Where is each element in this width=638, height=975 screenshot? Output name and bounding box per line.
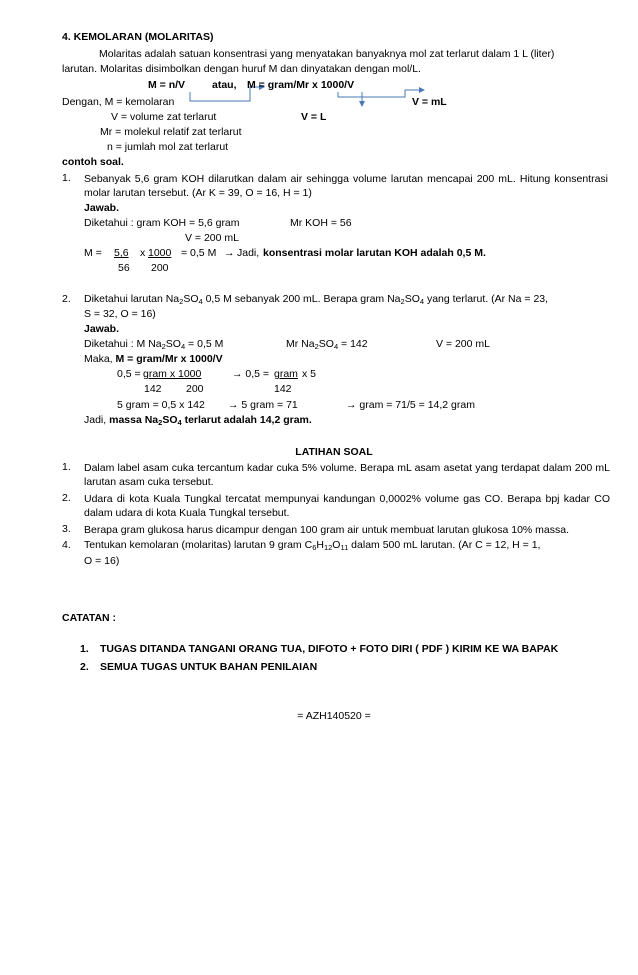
formula-main: M = n/V <box>148 79 186 91</box>
exercise-item-3 <box>62 523 610 537</box>
exercise-item-4-number: 4. <box>62 539 71 551</box>
ex2-known-sub: 2 <box>314 342 319 351</box>
section-title: 4. KEMOLARAN (MOLARITAS) <box>62 31 214 43</box>
exercise-item-4-line-2: O = 16) <box>84 555 120 567</box>
exercise-item-4-text: dalam 500 mL larutan. (Ar C = 12, H = 1, <box>348 539 541 551</box>
ex2-step1-numerator: gram x 1000 <box>143 368 202 380</box>
ex2-conclusion <box>84 414 312 427</box>
ex1-result: = 0,5 M <box>181 247 217 259</box>
intro-line-1: Molaritas adalah satuan konsentrasi yang menyatakan banyaknya mol zat terlarut dalam 1 L (liter) <box>99 48 555 60</box>
exercise-item-number: 1. <box>62 461 71 473</box>
exercise-item-2 <box>62 492 610 520</box>
exercise-item-4-text: O <box>332 539 341 551</box>
ex2-conclusion-sub: 4 <box>177 418 182 427</box>
ex2-conclusion-jadi: Jadi, <box>84 414 107 426</box>
ex2-maka <box>84 353 223 366</box>
ex2-step1-den-2: 200 <box>186 383 204 395</box>
exercise-item-4-sub: 12 <box>323 543 333 552</box>
exercise-item-4-sub: 6 <box>312 543 317 552</box>
ex2-step1-arrow: → 0,5 = <box>232 368 270 380</box>
ex2-step2-c: → gram = 71/5 = 14,2 gram <box>346 399 475 411</box>
exercise-item-4-text: Tentukan kemolaran (molaritas) larutan 9 gram C <box>84 539 313 551</box>
ex1-denominator-b: 200 <box>151 262 169 274</box>
ex2-maka-label: Maka, <box>84 353 113 365</box>
ex1-question: Sebanyak 5,6 gram KOH dilarutkan dalam air sehingga volume larutan mencapai 200 mL. Hitung konsentrasi molar larutan tersebut. (Ar K = 39, O = 16, H = 1) <box>84 173 608 199</box>
ex2-conclusion-sub: 2 <box>158 418 163 427</box>
ex2-q-text: SO <box>183 293 199 305</box>
exercise-item-number: 3. <box>62 523 71 535</box>
ex2-conclusion-text <box>109 414 312 426</box>
ex2-q-text: yang terlarut. (Ar Na = 23, <box>424 293 549 305</box>
exercise-item-number: 2. <box>62 492 71 504</box>
ex2-known-sub: 2 <box>161 342 166 351</box>
ex2-q-sub: 2 <box>400 297 405 306</box>
ex2-conclusion-part: SO <box>162 414 178 426</box>
ex2-known-text: = 142 <box>338 338 368 350</box>
ex2-number: 2. <box>62 293 71 305</box>
ex2-q-sub: 4 <box>419 297 425 306</box>
catatan-title: CATATAN : <box>62 612 117 624</box>
ex2-known-text: = 0,5 M <box>185 338 224 350</box>
ex2-step1-a: 0,5 = <box>117 368 141 380</box>
ex2-known-sub: 4 <box>333 342 339 351</box>
ex2-step1-b: x 5 <box>302 368 317 380</box>
ex2-step2-b: → 5 gram = 71 <box>228 399 298 411</box>
formula-v-def: V = volume zat terlarut <box>111 111 217 123</box>
ex2-known-text: SO <box>318 338 334 350</box>
ex2-q-text: SO <box>404 293 420 305</box>
ex1-number: 1. <box>62 172 71 184</box>
formula-alt: M = gram/Mr x 1000/V <box>247 79 355 91</box>
formula-v-l: V = L <box>301 111 327 123</box>
ex2-conclusion-part: terlarut adalah 14,2 gram. <box>181 414 312 426</box>
ex1-known-3: V = 200 mL <box>185 232 239 244</box>
ex2-step1-den-3: 142 <box>274 383 292 395</box>
ex1-jadi: Jadi, <box>237 247 260 259</box>
formula-atau: atau, <box>212 79 237 91</box>
intro-line-2: larutan. Molaritas disimbolkan dengan huruf M dan dinyatakan dengan mol/L. <box>62 63 421 75</box>
ex2-known-3: V = 200 mL <box>436 338 490 350</box>
exercise-item-text: Udara di kota Kuala Tungkal tercatat mempunyai kandungan 0,0002% volume gas CO. Berapa bpj kadar CO dalam udara di kota Kuala Tungkal tersebut. <box>84 493 610 519</box>
ex2-known-text: SO <box>165 338 181 350</box>
ex2-known-2 <box>286 338 368 351</box>
ex1-known-2: Mr KOH = 56 <box>290 217 352 229</box>
exercise-item-1 <box>62 461 610 489</box>
ex1-numerator-a: 5,6 <box>114 247 129 259</box>
ex1-times: x <box>140 247 146 259</box>
ex2-known-sub: 4 <box>180 342 186 351</box>
formula-dengan: Dengan, M = kemolaran <box>62 96 175 108</box>
catatan-item-2-number: 2. <box>80 661 89 673</box>
ex1-numerator-b: 1000 <box>148 247 172 259</box>
exercise-item-4-sub: 11 <box>340 543 349 552</box>
ex2-known-1 <box>84 338 223 351</box>
example-heading: contoh soal. <box>62 156 124 168</box>
ex2-known-text: Mr Na <box>286 338 315 350</box>
ex1-arrow: → <box>224 247 235 259</box>
ex1-conclusion: konsentrasi molar larutan KOH adalah 0,5 M. <box>263 247 486 259</box>
ex1-denominator-a: 56 <box>118 262 130 274</box>
ex2-q-text: Diketahui larutan Na <box>84 293 180 305</box>
ex2-maka-formula: M = gram/Mr x 1000/V <box>115 353 223 365</box>
ex2-step1-numerator-2: gram <box>274 368 298 380</box>
formula-v-ml: V = mL <box>412 96 447 108</box>
formula-mr-def: Mr = molekul relatif zat terlarut <box>100 126 242 138</box>
catatan-item-1-number: 1. <box>80 643 89 655</box>
catatan-item-2-text: SEMUA TUGAS UNTUK BAHAN PENILAIAN <box>100 661 318 673</box>
exercise-title: LATIHAN SOAL <box>295 446 373 458</box>
ex2-jawab: Jawab. <box>84 323 120 335</box>
ex1-m-label: M = <box>84 247 102 259</box>
exercise-item-text: Berapa gram glukosa harus dicampur dengan 100 gram air untuk membuat larutan glukosa 10% massa. <box>84 524 570 536</box>
ex2-step1-den-1: 142 <box>144 383 162 395</box>
catatan-item-1-text: TUGAS DITANDA TANGANI ORANG TUA, DIFOTO + FOTO DIRI ( PDF ) KIRIM KE WA BAPAK <box>100 643 559 655</box>
ex2-conclusion-part: massa Na <box>109 414 159 426</box>
ex1-known-1: Diketahui : gram KOH = 5,6 gram <box>84 217 240 229</box>
ex2-step2-a: 5 gram = 0,5 x 142 <box>117 399 205 411</box>
exercise-item-4-text: H <box>316 539 324 551</box>
footer-code: = AZH140520 = <box>297 710 371 722</box>
ex2-question-line-2: S = 32, O = 16) <box>84 308 156 320</box>
ex1-jawab: Jawab. <box>84 202 120 214</box>
formula-n-def: n = jumlah mol zat terlarut <box>107 141 229 153</box>
ex2-known-text: Diketahui : M Na <box>84 338 162 350</box>
exercise-item-4-line-1 <box>84 539 540 552</box>
ex2-q-text: 0,5 M sebanyak 200 mL. Berapa gram Na <box>202 293 401 305</box>
ex2-q-sub: 4 <box>198 297 203 306</box>
ex2-q-sub: 2 <box>179 297 184 306</box>
exercise-item-text: Dalam label asam cuka tercantum kadar cuka 5% volume. Berapa mL asam asetat yang terdapat dalam 200 mL larutan asam cuka tersebut. <box>84 462 610 488</box>
ex2-question-line-1 <box>84 293 608 306</box>
